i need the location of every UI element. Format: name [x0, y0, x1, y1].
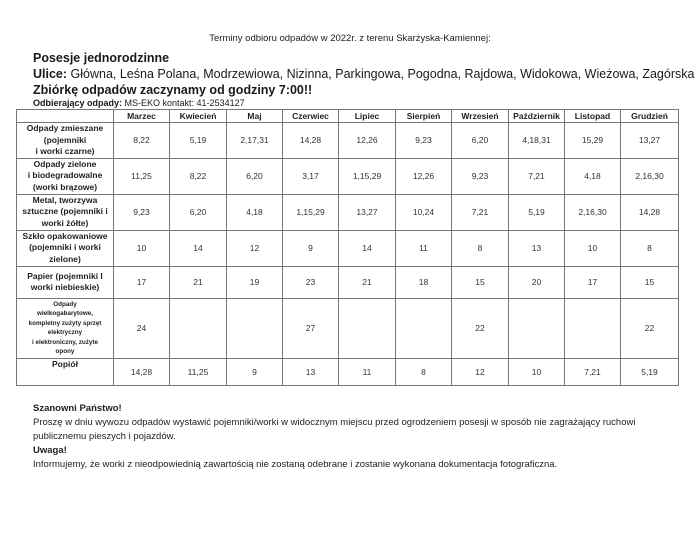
- month-header: Listopad: [565, 110, 621, 123]
- pickup-dates-cell: 11,25: [170, 358, 227, 385]
- month-header: Kwiecień: [170, 110, 227, 123]
- pickup-dates-cell: 2,16,30: [565, 194, 621, 230]
- table-row: [17, 358, 679, 385]
- pickup-dates-cell: 15: [452, 266, 509, 298]
- pickup-dates-cell: 15: [621, 266, 679, 298]
- waste-type-label-line: Odpady zmieszane: [26, 123, 104, 133]
- waste-type-label-line: i worki czarne): [35, 146, 95, 156]
- pickup-dates-cell: 19: [227, 266, 283, 298]
- waste-type-label-line: (pojemniki: [43, 134, 87, 145]
- pickup-dates-cell: 3,17: [283, 158, 339, 194]
- waste-type-label: [17, 158, 114, 194]
- pickup-dates-cell: 23: [283, 266, 339, 298]
- collector-line: [33, 98, 245, 108]
- pickup-dates-cell: 11: [339, 358, 396, 385]
- month-header: Czerwiec: [283, 110, 339, 123]
- pickup-dates-cell: 22: [621, 298, 679, 358]
- pickup-dates-cell: [509, 298, 565, 358]
- table-row: [17, 230, 679, 266]
- pickup-dates-cell: 1,15,29: [339, 158, 396, 194]
- pickup-dates-cell: 17: [114, 266, 170, 298]
- collector-label: Odbierający odpady:: [33, 98, 123, 108]
- waste-type-label-line: opony: [55, 348, 75, 355]
- property-type-heading: Posesje jednorodzinne: [33, 51, 170, 65]
- pickup-dates-cell: 8: [452, 230, 509, 266]
- waste-type-label: [17, 194, 114, 230]
- warning-heading: [33, 444, 67, 458]
- month-header: Grudzień: [621, 110, 679, 123]
- pickup-dates-cell: 14: [170, 230, 227, 266]
- pickup-dates-cell: 7,21: [452, 194, 509, 230]
- pickup-dates-cell: 20: [509, 266, 565, 298]
- waste-type-label-line: Szkło opakowaniowe: [22, 230, 108, 241]
- table-row: [17, 266, 679, 298]
- request-text: Proszę w dniu wywozu odpadów wystawić pojemniki/worki w widocznym miejscu przed ogrodzeniem posesji w sposób nie zagrażający ruchowi publicznemu pieszych i pojazdów.: [33, 417, 636, 442]
- pickup-dates-cell: 4,18: [227, 194, 283, 230]
- pickup-dates-cell: 13: [509, 230, 565, 266]
- waste-type-label-line: worki żółte): [41, 217, 89, 228]
- waste-type-label-line: elektryczny: [47, 329, 83, 336]
- pickup-dates-cell: 4,18,31: [509, 123, 565, 159]
- pickup-dates-cell: [565, 298, 621, 358]
- waste-type-label: [17, 230, 114, 266]
- pickup-dates-cell: 7,21: [565, 358, 621, 385]
- table-row: [17, 123, 679, 159]
- pickup-dates-cell: 17: [565, 266, 621, 298]
- waste-type-label-line: Papier (pojemniki I: [27, 270, 103, 281]
- pickup-dates-cell: 8,22: [170, 158, 227, 194]
- pickup-dates-cell: 5,19: [621, 358, 679, 385]
- waste-type-label-line: Metal, tworzywa: [32, 194, 98, 205]
- streets-label: Ulice:: [33, 67, 68, 81]
- pickup-dates-cell: 11: [396, 230, 452, 266]
- pickup-dates-cell: 10: [565, 230, 621, 266]
- pickup-dates-cell: 10: [114, 230, 170, 266]
- pickup-dates-cell: 4,18: [565, 158, 621, 194]
- pickup-dates-cell: 12: [452, 358, 509, 385]
- pickup-dates-cell: 14,28: [114, 358, 170, 385]
- pickup-dates-cell: 12,26: [339, 123, 396, 159]
- pickup-dates-cell: 5,19: [509, 194, 565, 230]
- warning-text: Informujemy, że worki z nieodpowiednią zawartością nie zostaną odebrane i zostanie wykonana dokumentacja fotograficzna.: [33, 459, 558, 470]
- corner-cell: [17, 110, 114, 123]
- pickup-dates-cell: 2,17,31: [227, 123, 283, 159]
- pickup-dates-cell: 1,15,29: [283, 194, 339, 230]
- greeting: [33, 402, 122, 416]
- pickup-dates-cell: 14: [339, 230, 396, 266]
- table-row: [17, 194, 679, 230]
- waste-type-label-line: (pojemniki i worki: [29, 242, 101, 253]
- start-time-notice: Zbiórkę odpadów zaczynamy od godziny 7:00!!: [33, 83, 313, 97]
- pickup-dates-cell: 10,24: [396, 194, 452, 230]
- waste-type-label: [17, 298, 114, 358]
- pickup-dates-cell: 14,28: [283, 123, 339, 159]
- month-header: Wrzesień: [452, 110, 509, 123]
- pickup-dates-cell: 9: [283, 230, 339, 266]
- month-header: Lipiec: [339, 110, 396, 123]
- streets-line: [33, 67, 694, 81]
- pickup-dates-cell: 22: [452, 298, 509, 358]
- pickup-dates-cell: 9: [227, 358, 283, 385]
- pickup-dates-cell: 9,23: [396, 123, 452, 159]
- pickup-dates-cell: [170, 298, 227, 358]
- waste-type-label-line: (worki brązowe): [32, 181, 98, 192]
- month-header: Sierpień: [396, 110, 452, 123]
- pickup-dates-cell: 5,19: [170, 123, 227, 159]
- pickup-dates-cell: 9,23: [452, 158, 509, 194]
- waste-type-label: [17, 358, 114, 385]
- month-header: Marzec: [114, 110, 170, 123]
- header-row: [17, 110, 679, 123]
- pickup-dates-cell: 14,28: [621, 194, 679, 230]
- warning-label: Uwaga!: [33, 445, 67, 456]
- pickup-dates-cell: 2,16,30: [621, 158, 679, 194]
- month-header: Maj: [227, 110, 283, 123]
- pickup-dates-cell: 6,20: [170, 194, 227, 230]
- pickup-dates-cell: 13: [283, 358, 339, 385]
- schedule-table: [16, 109, 679, 386]
- pickup-dates-cell: 8: [621, 230, 679, 266]
- pickup-dates-cell: 13,27: [621, 123, 679, 159]
- pickup-dates-cell: [227, 298, 283, 358]
- waste-type-label: [17, 266, 114, 298]
- pickup-dates-cell: 12,26: [396, 158, 452, 194]
- pickup-dates-cell: 21: [339, 266, 396, 298]
- pickup-dates-cell: 27: [283, 298, 339, 358]
- pickup-dates-cell: 13,27: [339, 194, 396, 230]
- table-row: [17, 158, 679, 194]
- waste-type-label-line: Popiół: [52, 358, 78, 369]
- pickup-dates-cell: 6,20: [227, 158, 283, 194]
- waste-type-label-line: zielone): [49, 253, 81, 264]
- pickup-dates-cell: 12: [227, 230, 283, 266]
- waste-type-label-line: i biodegradowalne: [27, 170, 103, 181]
- waste-type-label-line: i elektroniczny, zużyte: [31, 338, 99, 346]
- waste-type-label-line: kompletny zużyty sprzęt: [28, 319, 102, 327]
- pickup-dates-cell: [396, 298, 452, 358]
- pickup-dates-cell: 10: [509, 358, 565, 385]
- pickup-dates-cell: 21: [170, 266, 227, 298]
- waste-type-label-line: wielkogabarytowe,: [37, 310, 93, 317]
- pickup-dates-cell: 15,29: [565, 123, 621, 159]
- collector-contact: MS-EKO kontakt: 41-2534127: [122, 98, 245, 108]
- pickup-dates-cell: 6,20: [452, 123, 509, 159]
- document-title: Terminy odbioru odpadów w 2022r. z terenu Skarżyska-Kamiennej:: [209, 33, 491, 44]
- greeting-text: Szanowni Państwo!: [33, 403, 122, 414]
- pickup-dates-cell: 8,22: [114, 123, 170, 159]
- month-header: Październik: [509, 110, 565, 123]
- table-row: [17, 298, 679, 358]
- waste-type-label-line: Odpady: [53, 300, 77, 308]
- pickup-dates-cell: 24: [114, 298, 170, 358]
- pickup-dates-cell: [339, 298, 396, 358]
- waste-type-label: [17, 123, 114, 159]
- waste-type-label-line: worki niebieskie): [30, 282, 100, 292]
- streets-list: Główna, Leśna Polana, Modrzewiowa, Nizinna, Parkingowa, Pogodna, Rajdowa, Widokowa, Wieżowa, Zagórska: [67, 67, 695, 81]
- waste-type-label-line: Odpady zielone: [33, 158, 97, 169]
- pickup-dates-cell: 7,21: [509, 158, 565, 194]
- pickup-dates-cell: 11,25: [114, 158, 170, 194]
- pickup-dates-cell: 9,23: [114, 194, 170, 230]
- pickup-dates-cell: 18: [396, 266, 452, 298]
- waste-type-label-line: sztuczne (pojemniki i: [22, 206, 108, 217]
- pickup-dates-cell: 8: [396, 358, 452, 385]
